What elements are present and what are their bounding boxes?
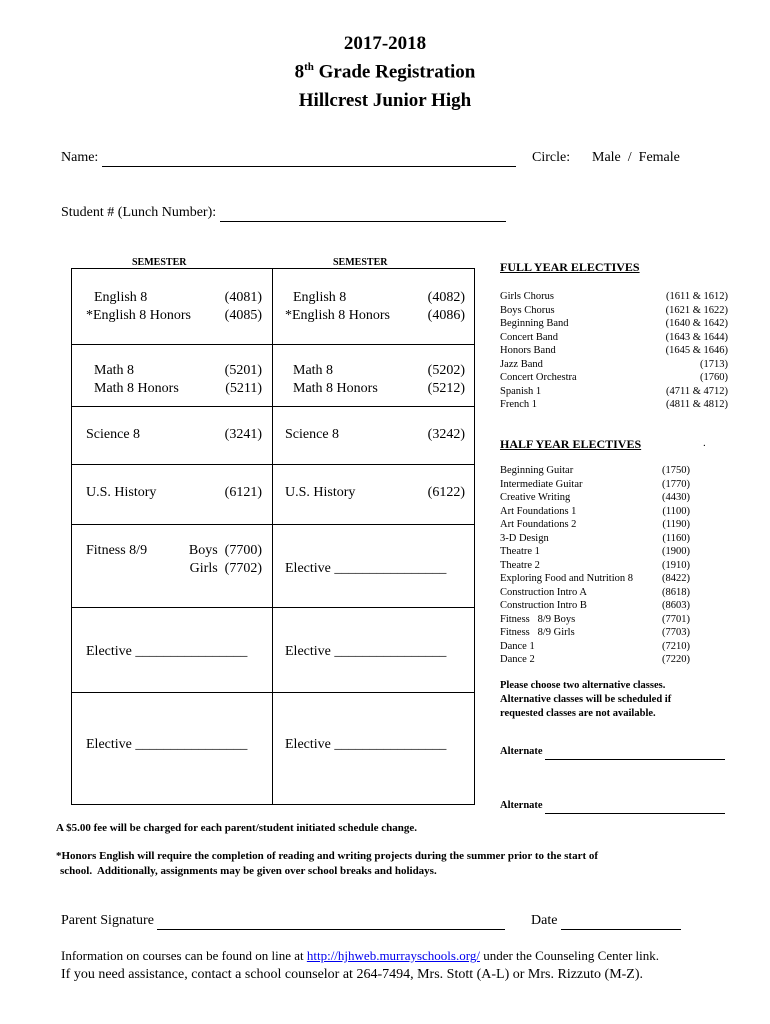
elective-code: (7701) [662, 613, 690, 625]
elective-item [500, 371, 728, 385]
course-row[interactable]: Math 8 Honors (5212) [293, 381, 465, 396]
elective-item [500, 586, 690, 600]
course-row[interactable]: English 8 (4082) [293, 290, 465, 305]
right-math-cell [285, 362, 465, 398]
elective-name: Theatre 2 [500, 559, 540, 571]
elective-name: Fitness 8/9 Boys [500, 613, 576, 625]
elective-item [500, 599, 690, 613]
left-fitness-cell [86, 542, 262, 578]
elective-code: (8618) [662, 586, 690, 598]
elective-name: Dance 1 [500, 640, 535, 652]
elective-item [500, 626, 690, 640]
course-row[interactable]: Girls (7702) [189, 561, 262, 576]
elective-code: (4811 & 4812) [665, 399, 728, 410]
left-science-cell [86, 426, 262, 444]
elective-item [500, 491, 690, 505]
elective-item [500, 518, 690, 532]
parent-signature-row [61, 913, 505, 930]
right-history-cell [285, 484, 465, 502]
right-elective-3[interactable]: Elective ________________ [285, 737, 447, 752]
elective-name: Construction Intro B [500, 600, 587, 611]
elective-code: (1910) [662, 559, 690, 571]
elective-name: Boys Chorus [500, 304, 555, 316]
grade-registration-text: Grade Registration [318, 61, 476, 83]
fee-note: A $5.00 fee will be charged for each parent/student initiated schedule change. [56, 822, 418, 834]
date-row [531, 913, 681, 930]
table-rule [72, 692, 474, 693]
elective-name: Dance 2 [500, 654, 535, 665]
elective-code: (1643 & 1644) [665, 331, 728, 343]
alternate-row-2 [500, 799, 725, 814]
elective-name: Honors Band [500, 345, 556, 356]
elective-code: (4711 & 4712) [665, 385, 728, 397]
elective-code: (1900) [662, 546, 690, 557]
course-row[interactable]: Science 8 (3241) [86, 427, 262, 442]
period-mark: . [703, 437, 706, 449]
course-row[interactable]: Math 8 Honors (5211) [94, 381, 262, 396]
right-elective-1[interactable]: Elective ________________ [285, 561, 447, 576]
student-number-label: Student # (Lunch Number): [61, 205, 217, 220]
circle-label: Circle: [532, 150, 571, 165]
grade-suffix: th [304, 61, 314, 73]
left-elective-2[interactable]: Elective ________________ [86, 737, 248, 752]
grade-number: 8 [294, 61, 305, 83]
left-math-cell [86, 362, 262, 398]
left-english-cell [86, 289, 262, 325]
elective-name: Construction Intro A [500, 586, 587, 598]
elective-code: (4430) [662, 492, 690, 503]
course-row[interactable]: English 8 (4081) [94, 290, 262, 305]
half-year-title: HALF YEAR ELECTIVES [500, 437, 642, 451]
name-label: Name: [61, 150, 99, 165]
student-number-field[interactable] [220, 205, 506, 222]
elective-item [500, 653, 690, 667]
course-row[interactable]: *English 8 Honors (4085) [86, 308, 262, 323]
elective-item [500, 478, 690, 492]
course-row[interactable]: Math 8 (5202) [293, 363, 465, 378]
elective-code: (1611 & 1612) [665, 291, 728, 302]
elective-code: (1713) [700, 358, 728, 370]
course-row[interactable]: Fitness 8/9 Boys (7700) [86, 543, 262, 558]
elective-name: Intermediate Guitar [500, 478, 583, 490]
elective-code: (1100) [662, 505, 690, 517]
school-name: Hillcrest Junior High [298, 90, 472, 111]
half-year-list [500, 464, 690, 667]
table-rule [72, 406, 474, 407]
gender-options[interactable]: Male / Female [592, 150, 680, 165]
table-rule [72, 607, 474, 608]
alternate-label: Alternate [500, 800, 543, 811]
elective-name: Creative Writing [500, 492, 571, 503]
table-rule [72, 344, 474, 345]
elective-code: (1621 & 1622) [665, 304, 728, 316]
date-label: Date [531, 913, 558, 928]
elective-code: (7703) [662, 627, 690, 638]
name-field[interactable] [102, 150, 516, 167]
elective-name: French 1 [500, 399, 538, 410]
elective-item [500, 559, 690, 573]
parent-signature-label: Parent Signature [61, 913, 154, 928]
elective-name: Fitness 8/9 Girls [500, 627, 575, 638]
elective-name: Theatre 1 [500, 546, 540, 557]
elective-name: Beginning Band [500, 318, 569, 329]
elective-code: (1760) [700, 372, 728, 383]
elective-name: Art Foundations 1 [500, 505, 577, 517]
course-row[interactable]: *English 8 Honors (4086) [285, 308, 465, 323]
elective-code: (8603) [662, 600, 690, 611]
elective-item [500, 572, 690, 586]
right-elective-2[interactable]: Elective ________________ [285, 644, 447, 659]
semester-header-1: SEMESTER [132, 257, 187, 268]
course-row[interactable]: Science 8 (3242) [285, 427, 465, 442]
date-field[interactable] [561, 913, 681, 930]
elective-item [500, 317, 728, 331]
elective-name: Concert Band [500, 331, 559, 343]
elective-name: 3-D Design [500, 532, 549, 544]
elective-item [500, 613, 690, 627]
semester-header-2: SEMESTER [333, 257, 388, 268]
elective-code: (1645 & 1646) [665, 345, 728, 356]
elective-code: (7210) [662, 640, 690, 652]
elective-item [500, 545, 690, 559]
elective-name: Beginning Guitar [500, 465, 574, 476]
info-text: Information on courses can be found on line at [61, 948, 304, 963]
elective-name: Jazz Band [500, 358, 543, 370]
elective-item [500, 640, 690, 654]
parent-signature-field[interactable] [157, 913, 505, 930]
alternate-field-2[interactable] [545, 799, 725, 814]
alternate-field-1[interactable] [545, 745, 725, 760]
elective-item [500, 358, 728, 372]
elective-item [500, 331, 728, 345]
left-elective-1[interactable]: Elective ________________ [86, 644, 248, 659]
course-table [71, 268, 475, 805]
left-history-cell [86, 484, 262, 502]
page-title [0, 61, 770, 83]
elective-code: (7220) [662, 654, 690, 665]
elective-name: Art Foundations 2 [500, 519, 577, 530]
student-number-row [61, 205, 506, 222]
elective-item [500, 385, 728, 399]
full-year-list [500, 290, 728, 412]
right-english-cell [285, 289, 465, 325]
elective-item [500, 344, 728, 358]
elective-item [500, 464, 690, 478]
alternate-note: Please choose two alternative classes. Alternative classes will be scheduled if requested classes are not available. [500, 680, 672, 719]
elective-code: (8422) [662, 573, 690, 584]
elective-item [500, 532, 690, 546]
info-text-end: under the Counseling Center link. [483, 948, 660, 963]
elective-item [500, 304, 728, 318]
info-line [61, 948, 659, 964]
year-title: 2017-2018 [343, 33, 427, 54]
elective-name: Girls Chorus [500, 291, 554, 302]
elective-code: (1750) [662, 465, 690, 476]
elective-code: (1640 & 1642) [665, 318, 728, 329]
course-row[interactable]: U.S. History (6122) [285, 485, 465, 500]
name-row [61, 150, 516, 167]
right-science-cell [285, 426, 465, 444]
table-divider [272, 269, 273, 804]
alternate-label: Alternate [500, 746, 543, 757]
alternate-row-1 [500, 745, 725, 760]
table-rule [72, 464, 474, 465]
full-year-title: FULL YEAR ELECTIVES [500, 260, 640, 274]
contact-line: If you need assistance, contact a school counselor at 264-7494, Mrs. Stott (A-L) or Mrs. Rizzuto (M-Z). [61, 967, 644, 982]
elective-item [500, 290, 728, 304]
elective-name: Concert Orchestra [500, 372, 577, 383]
honors-note: *Honors English will require the completion of reading and writing projects during the summer prior to the start of school. Additionally, assignments may be given over school breaks and holidays. [56, 850, 599, 877]
elective-item [500, 505, 690, 519]
elective-name: Exploring Food and Nutrition 8 [500, 573, 633, 584]
elective-name: Spanish 1 [500, 385, 542, 397]
counseling-link[interactable]: http://hjhweb.murrayschools.org/ [306, 948, 480, 963]
course-row[interactable]: U.S. History (6121) [86, 485, 262, 500]
elective-code: (1190) [662, 519, 690, 530]
course-row[interactable]: Math 8 (5201) [94, 363, 262, 378]
table-rule [72, 524, 474, 525]
elective-code: (1160) [662, 532, 690, 544]
elective-code: (1770) [662, 478, 690, 490]
elective-item [500, 398, 728, 412]
